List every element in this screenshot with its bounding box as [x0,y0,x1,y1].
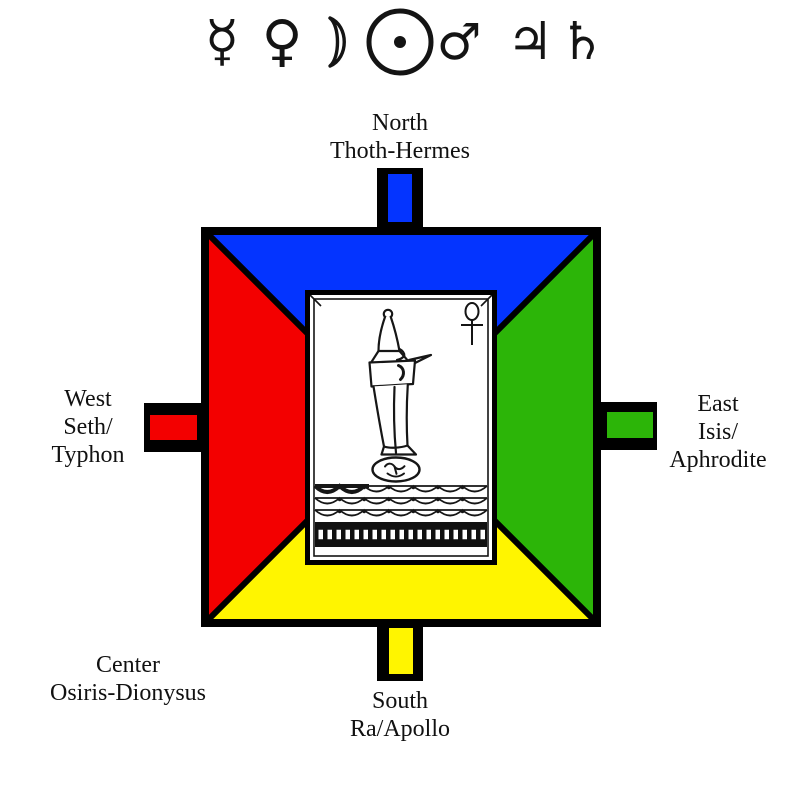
planet-symbol-row [0,0,800,90]
west-direction: West [64,386,112,412]
south-label [350,687,450,743]
jupiter-icon: ♃ [506,12,554,72]
osiris-card [305,290,497,565]
venus-icon: ♀ [261,9,303,74]
north-label [330,109,470,165]
east-deity-line2: Aphrodite [669,447,767,473]
west-tab-color [150,415,197,440]
west-deity-line2: Typhon [51,442,125,468]
east-tab-color [607,412,653,438]
base-band [315,522,487,547]
sun-icon [363,5,437,79]
center-deity: Osiris-Dionysus [49,680,207,706]
north-deity: Thoth-Hermes [330,138,470,164]
east-label [669,390,766,474]
south-deity: Ra/Apollo [350,716,450,742]
north-tab [377,168,423,232]
north-direction: North [372,110,428,136]
north-tab-color [388,174,412,222]
west-deity-line1: Seth/ [63,414,113,440]
west-label [52,385,125,469]
south-tab [377,621,423,681]
mars-icon: ♂ [436,13,482,71]
east-tab [597,402,657,450]
moon-icon [319,14,353,70]
mercury-icon: ☿ [204,9,240,74]
saturn-icon: ♄ [558,12,606,72]
south-tab-color [389,628,413,674]
east-deity-line1: Isis/ [697,419,738,445]
center-direction: Center [96,652,160,678]
south-direction: South [371,688,428,714]
west-tab [144,403,205,452]
east-direction: East [697,391,739,417]
center-label [50,651,206,707]
